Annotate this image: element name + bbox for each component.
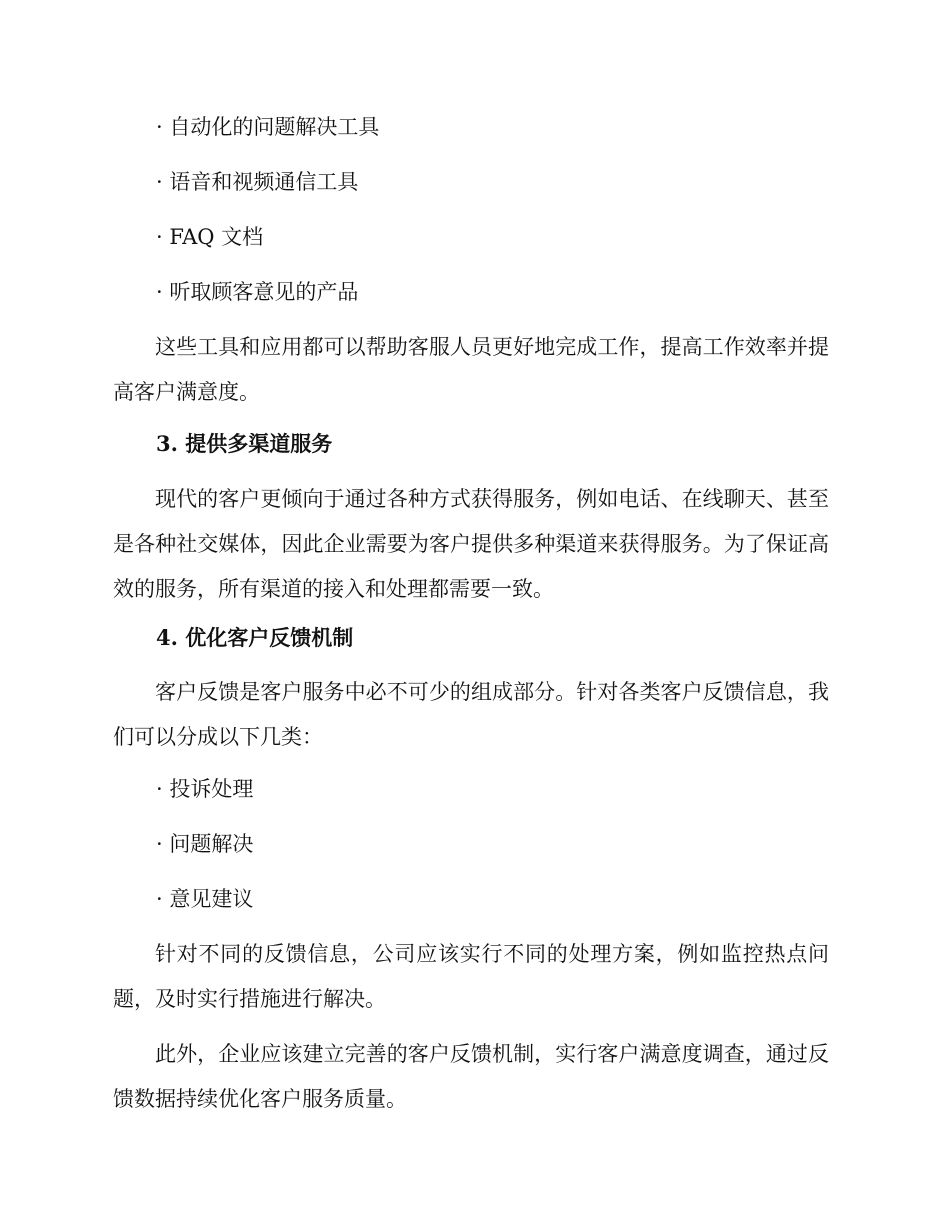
paragraph-tools: 这些工具和应用都可以帮助客服人员更好地完成工作，提高工作效率并提高客户满意度。 bbox=[113, 335, 829, 404]
list-item: · 问题解决 bbox=[156, 832, 254, 856]
paragraph-feedback-intro: 客户反馈是客户服务中必不可少的组成部分。针对各类客户反馈信息，我们可以分成以下几类： bbox=[113, 680, 829, 749]
section-heading-4: 4. 优化客户反馈机制 bbox=[156, 625, 354, 650]
list-item: · 听取顾客意见的产品 bbox=[156, 280, 359, 304]
list-item: · 意见建议 bbox=[156, 887, 254, 911]
paragraph-feedback-handling: 针对不同的反馈信息，公司应该实行不同的处理方案，例如监控热点问题，及时实行措施进行解决。 bbox=[113, 942, 829, 1011]
list-item: · 投诉处理 bbox=[156, 777, 254, 801]
list-item: · FAQ 文档 bbox=[156, 225, 264, 249]
list-item: · 语音和视频通信工具 bbox=[156, 170, 359, 194]
paragraph-feedback-mechanism: 此外，企业应该建立完善的客户反馈机制，实行客户满意度调查，通过反馈数据持续优化客户服务质量。 bbox=[113, 1042, 829, 1111]
list-item: · 自动化的问题解决工具 bbox=[156, 115, 380, 139]
section-heading-3: 3. 提供多渠道服务 bbox=[156, 431, 333, 456]
paragraph-multichannel: 现代的客户更倾向于通过各种方式获得服务，例如电话、在线聊天、甚至是各种社交媒体，因此企业需要为客户提供多种渠道来获得服务。为了保证高效的服务，所有渠道的接入和处理都需要一致。 bbox=[113, 487, 829, 601]
